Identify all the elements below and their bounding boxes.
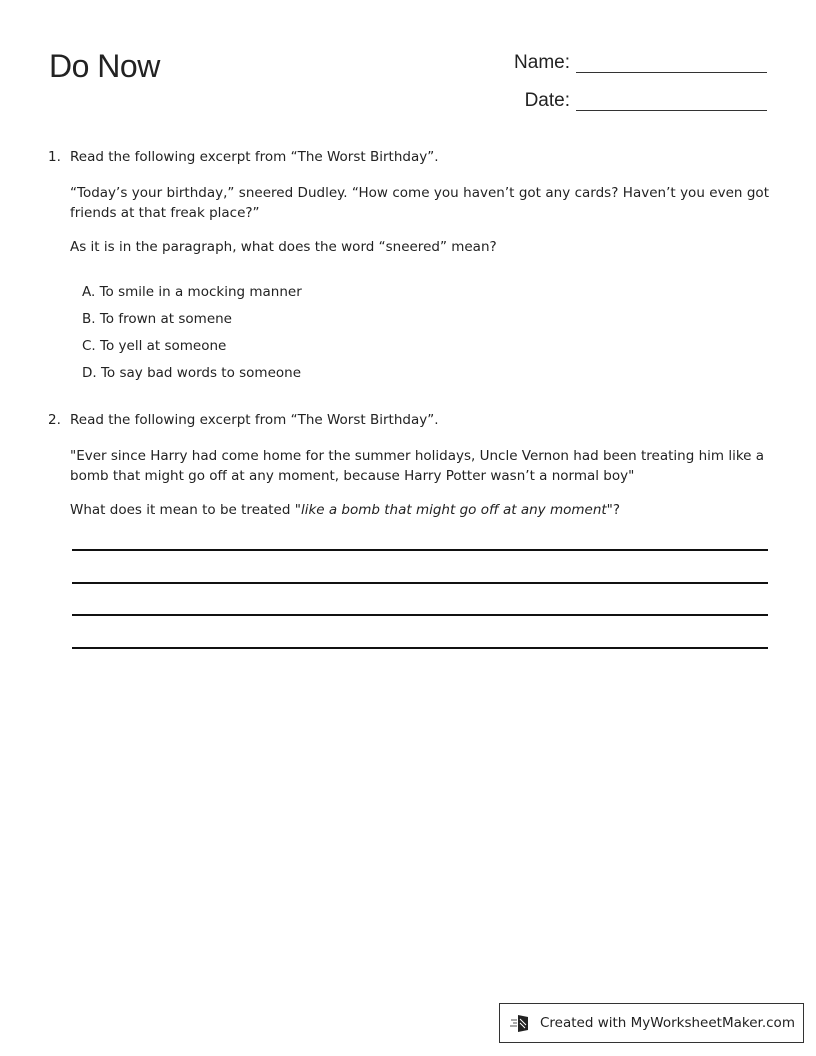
- name-label: Name:: [514, 52, 570, 73]
- page-title: Do Now: [49, 48, 160, 84]
- question-text: As it is in the paragraph, what does the word “sneered” mean?: [70, 239, 497, 255]
- date-field[interactable]: [500, 90, 767, 112]
- date-label: Date:: [524, 90, 570, 111]
- option-c[interactable]: C. To yell at someone: [82, 338, 227, 354]
- footer-text: Created with MyWorksheetMaker.com: [540, 1015, 795, 1031]
- worksheet-maker-logo-icon: [510, 1013, 532, 1033]
- date-input-line[interactable]: [576, 109, 767, 111]
- question-prompt: Read the following excerpt from “The Worst Birthday”.: [70, 149, 439, 165]
- question-text: What does it mean to be treated "like a bomb that might go off at any moment"?: [70, 502, 621, 518]
- answer-options: [82, 282, 302, 390]
- question-number: 1.: [48, 149, 61, 165]
- answer-line-2[interactable]: [72, 582, 768, 584]
- question-excerpt: “Today’s your birthday,” sneered Dudley. “How come you haven’t got any cards? Haven’t you even got friends at that freak place?”: [70, 185, 769, 221]
- name-field[interactable]: [500, 52, 767, 74]
- option-b[interactable]: B. To frown at somene: [82, 311, 232, 327]
- name-input-line[interactable]: [576, 71, 767, 73]
- answer-line-4[interactable]: [72, 647, 768, 649]
- option-a[interactable]: A. To smile in a mocking manner: [82, 284, 302, 300]
- footer-credit[interactable]: [499, 1003, 804, 1043]
- question-excerpt: "Ever since Harry had come home for the summer holidays, Uncle Vernon had been treating him like a bomb that might go off at any moment, because Harry Potter wasn’t a normal boy": [70, 448, 765, 484]
- question-prompt: Read the following excerpt from “The Worst Birthday”.: [70, 412, 439, 428]
- option-d[interactable]: D. To say bad words to someone: [82, 365, 301, 381]
- answer-line-3[interactable]: [72, 614, 768, 616]
- answer-line-1[interactable]: [72, 549, 768, 551]
- question-number: 2.: [48, 412, 61, 428]
